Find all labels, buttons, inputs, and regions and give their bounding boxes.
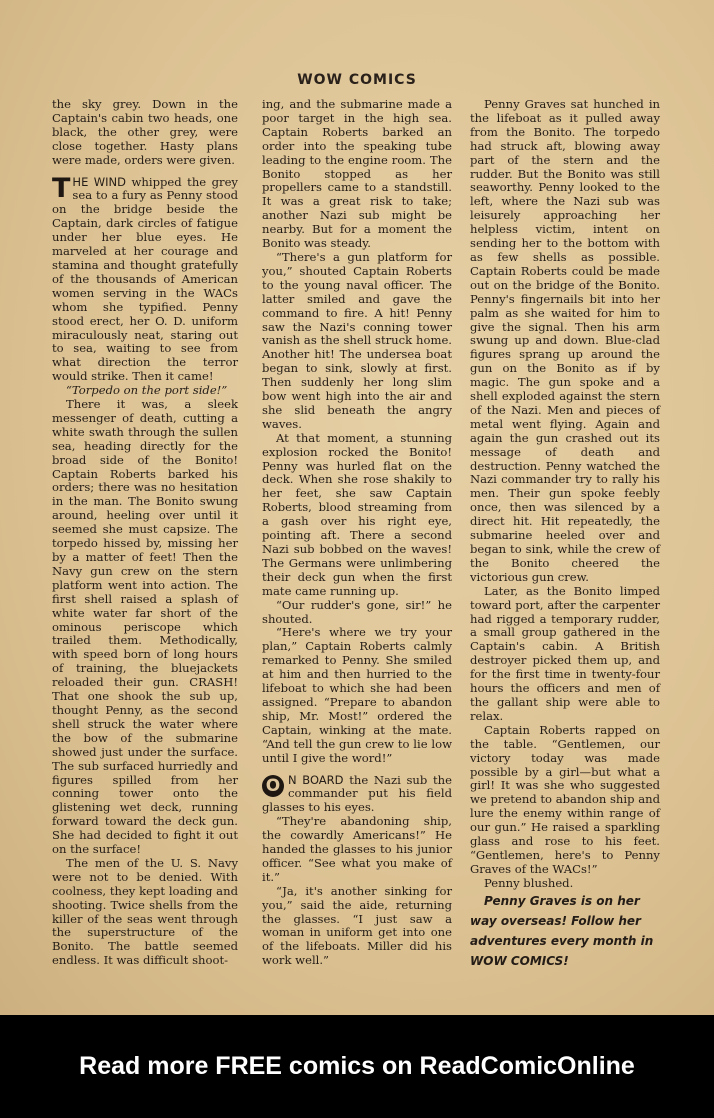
paragraph: Captain Roberts rapped on the table. “Gentlemen, our victory today was made possible by a girl—but what a girl! It was she who suggested we pretend to abandon ship and lure the enemy within range of our gun.” He raised a sparkling glass and rose to his feet. “Gentlemen, here's to Penny Graves of the WACs!” — [470, 722, 661, 876]
paragraph-dropcap — [52, 172, 238, 385]
text-column-2 — [262, 98, 452, 968]
paragraph: Penny Graves sat hunched in the lifeboat as it pulled away from the Bonito. The torpedo had struck aft, blowing away part of the stern and the rudder. But the Bonito was still seaworthy. Penny looked to the left, where the Nazi sub was leisurely approaching her helpless victim, intent on sending her to the bottom with as few shells as possible. Captain Roberts could be made out on the bridge of the Bonito. Penny's fingernails bit into her palm as she waited for him to give the signal. Then his arm swung up and down. Blue-clad figures sprang up around the gun on the Bonito as if by magic. The gun spoke and a shell exploded against the stern of the Nazi. Men and pieces of metal went flying. Again and again the gun crashed out its message of death and destruction. Penny watched the Nazi commander try to rally his men. Their gun spoke feebly once, then was silenced by a direct hit. Hit repeatedly, the submarine heeled over and began to sink, while the crew of the Bonito cheered the victorious gun crew. — [470, 97, 660, 584]
paragraph: “Here's where we try your plan,” Captain Roberts calmly remarked to Penny. She smiled at him and then hurried to the lifeboat to which she had been assigned. “Prepare to abandon ship, Mr. Most!” ordered the Captain, winking at the mate. “And tell the gun crew to lie low until I give the word!” — [262, 625, 452, 765]
lead-words: N BOARD — [288, 772, 344, 787]
drop-cap: T — [52, 172, 71, 204]
paragraph: “There's a gun platform for you,” shouted Captain Roberts to the young naval officer. The latter smiled and gave the command to fire. A hit! Penny saw the Nazi's conning tower vanish as the shell struck home. Another hit! The undersea boat began to sink, slowly at first. Then suddenly her long slim bow went high into the air and she slid beneath the angry waves. — [262, 249, 452, 431]
drop-cap: O — [262, 775, 284, 797]
paragraph: “Ja, it's another sinking for you,” said the aide, returning the glasses. “I just saw a woman in uniform get into one of the lifeboats. Miller did his work well.” — [262, 883, 452, 968]
paragraph: At that moment, a stunning explosion rocked the Bonito! Penny was hurled flat on the deck. When she rose shakily to her feet, she saw Captain Roberts, blood streaming from a gash over his right eye, pointing aft. There a second Nazi sub bobbed on the waves! The Germans were unlimbering their deck gun when the first mate came running up. — [262, 430, 452, 598]
banner-text[interactable]: Read more FREE comics on ReadComicOnline — [79, 1052, 635, 1080]
paragraph: “Our rudder's gone, sir!” he shouted. — [262, 597, 452, 626]
paragraph-text: the Nazi sub the commander put his field glasses to his eyes. — [262, 772, 452, 815]
paragraph: ing, and the submarine made a poor target in the high sea. Captain Roberts barked an order into the speaking tube leading to the engine room. The Bonito stopped as her propellers came to a standstill. It was a great risk to take; another Nazi sub might be nearby. But for a moment the Bonito was steady. — [262, 97, 452, 251]
promo-banner[interactable] — [0, 1015, 714, 1118]
page-header: WOW COMICS — [297, 72, 417, 88]
paragraph: There it was, a sleek messenger of death, cutting a white swath through the sullen sea, heading directly for the broad side of the Bonito! Captain Roberts barked his orders; there was no hesitation in the man. The Bonito swung around, heeling over until it seemed she must capsize. The torpedo hissed by, missing her by a matter of feet! Then the Navy gun crew on the stern platform went into action. The first shell raised a splash of white water far short of the ominous periscope which trailed them. Methodically, with speed born of long hours of training, the bluejackets reloaded their gun. CRASH! That one shook the sub up, thought Penny, as the second shell struck the water where the bow of the submarine showed just under the surface. The sub surfaced hurriedly and figures spilled from her conning tower onto the glistening wet deck, running forward toward the deck gun. She had decided to fight it out on the surface! — [52, 397, 238, 857]
paragraph: Later, as the Bonito limped toward port, after the carpenter had rigged a temporary rudder, a small group gathered in the Captain's cabin. A British destroyer picked them up, and for the first time in twenty-four hours the officers and men of the gallant ship were able to relax. — [470, 583, 660, 723]
text-column-3 — [470, 98, 660, 971]
paragraph: “They're abandoning ship, the cowardly Americans!” He handed the glasses to his junior officer. “See what you make of it.” — [262, 814, 452, 884]
paragraph-italic: “Torpedo on the port side!” — [66, 383, 228, 398]
paragraph: the sky grey. Down in the Captain's cabin two heads, one black, the other grey, were close together. Hasty plans were made, orders were given. — [52, 97, 238, 167]
paragraph: The men of the U. S. Navy were not to be denied. With coolness, they kept loading and shooting. Twice shells from the killer of the seas went through the superstructure of the Bonito. The battle seemed endless. It was difficult shoot- — [52, 855, 238, 968]
paragraph-dropcap — [262, 774, 452, 816]
text-column-1 — [52, 98, 238, 968]
paragraph-text: whipped the grey sea to a fury as Penny stood on the bridge beside the Captain, dark circles of fatigue under her blue eyes. He marveled at her courage and stamina and thought gratefully of the thousands of American women serving in the WACs whom she typified. Penny stood erect, her O. D. uniform miraculously neat, staring out to sea, waiting to see from what direction the terror would strike. Then it came! — [52, 174, 238, 384]
paragraph: Penny blushed. — [484, 875, 574, 890]
lead-words: HE WIND — [72, 174, 126, 189]
promo-text: Penny Graves is on her way overseas! Follow her adventures every month in WOW COMICS! — [470, 893, 654, 968]
